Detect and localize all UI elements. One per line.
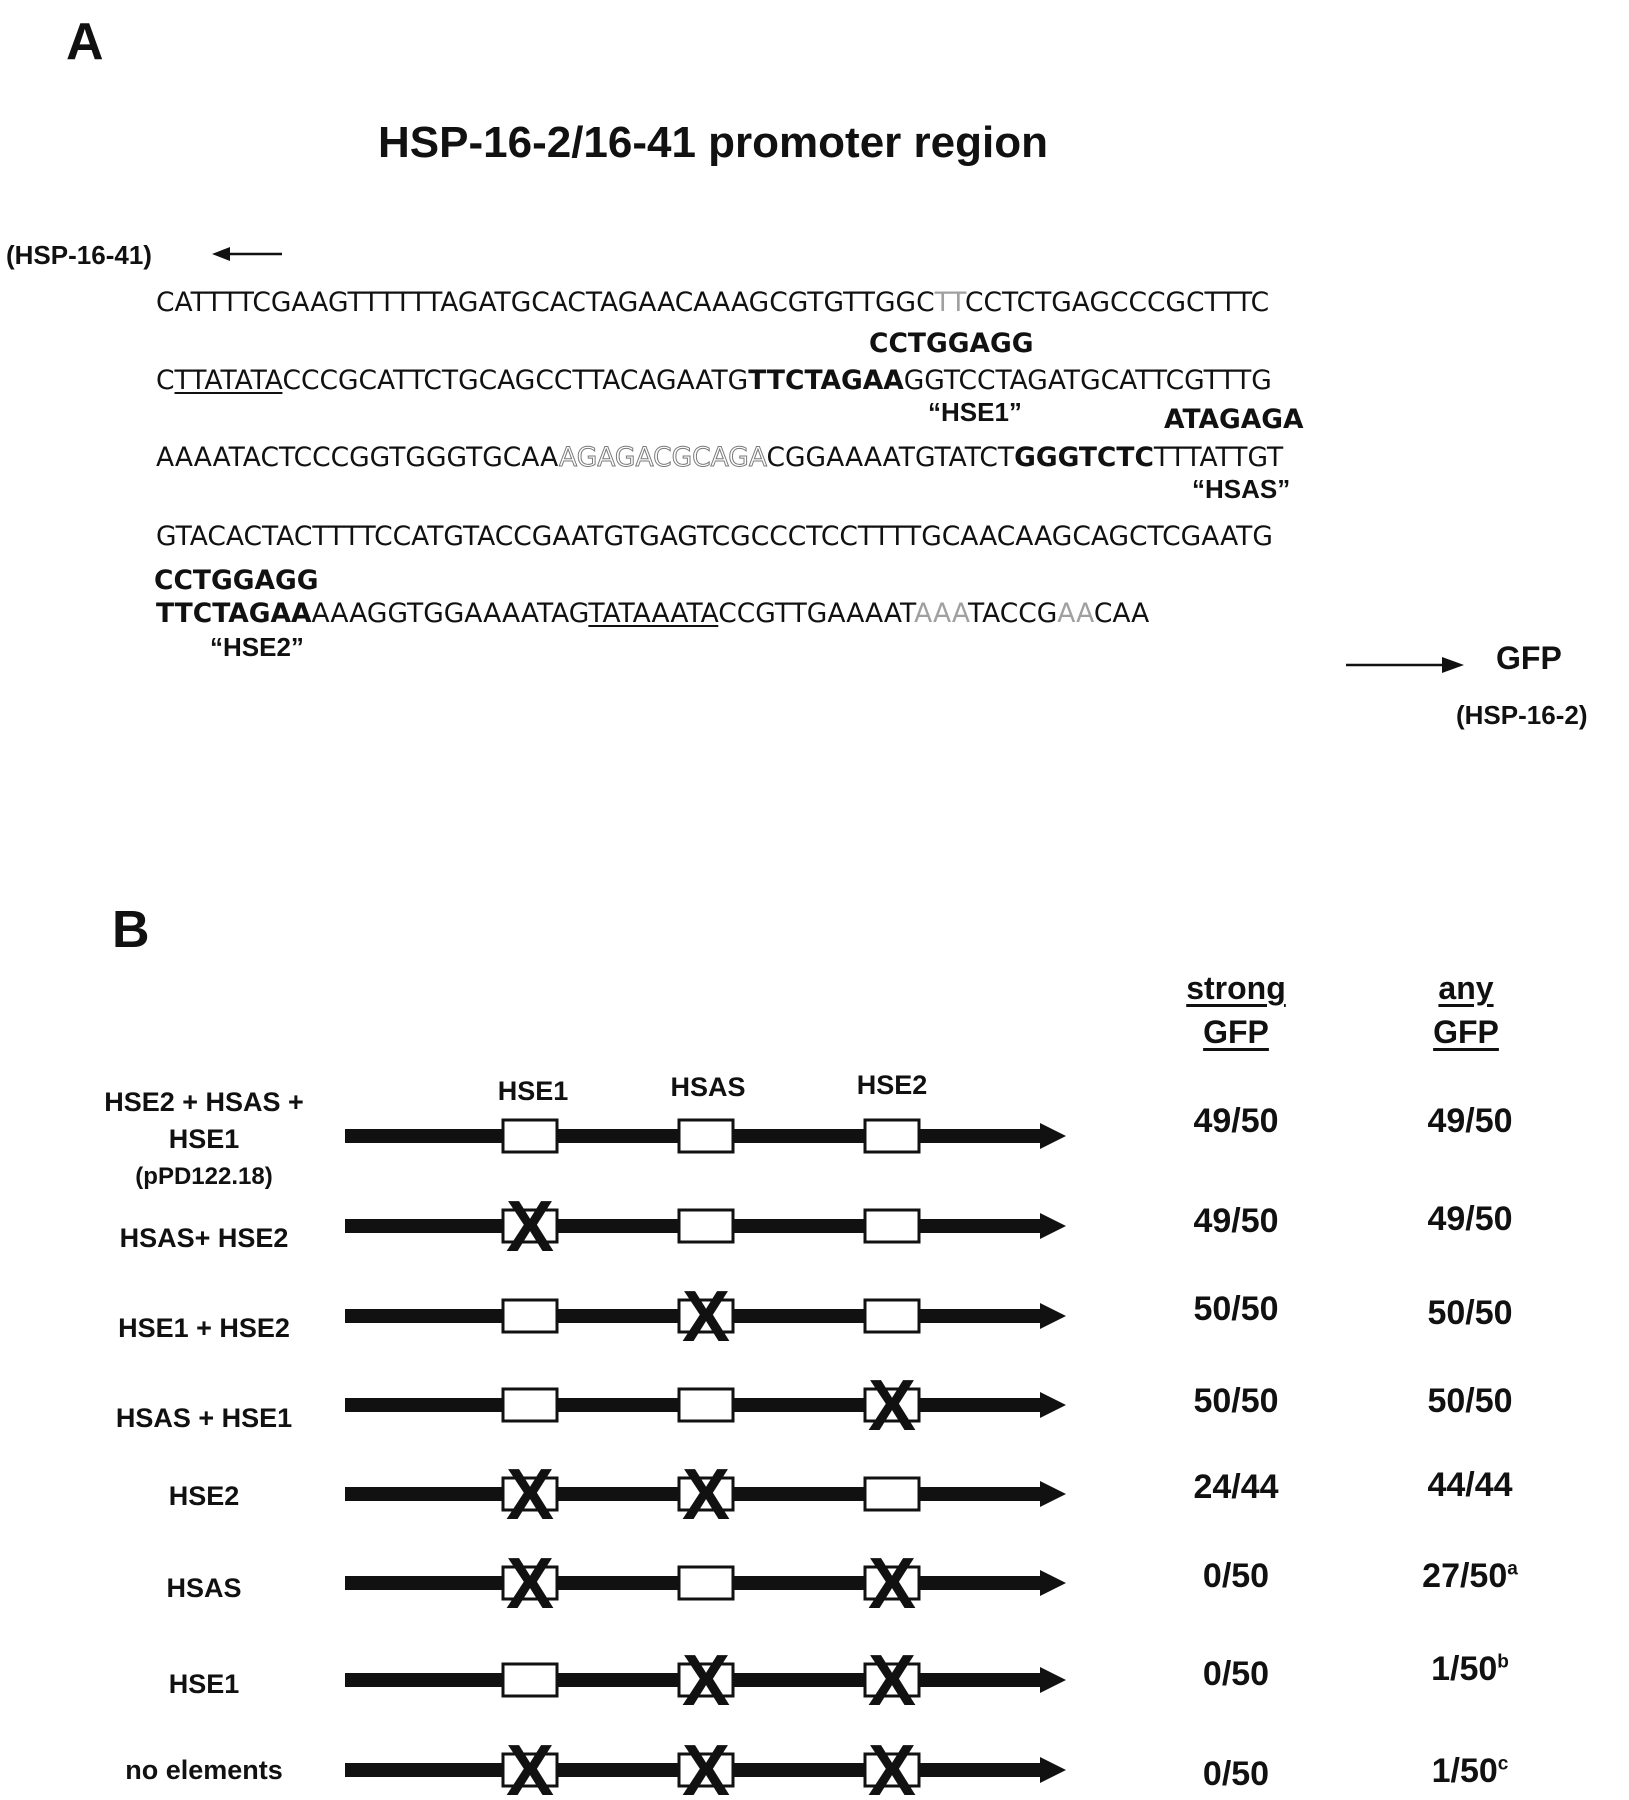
construct-label	[74, 1220, 334, 1257]
element-box-hse1	[503, 1187, 557, 1266]
element-box-hsas	[679, 1731, 733, 1800]
construct-label	[74, 1400, 334, 1437]
element-label-hse2: HSE2	[856, 1070, 928, 1100]
promoter-construct	[330, 1543, 1070, 1623]
any-gfp-value: 50/50	[1427, 1382, 1513, 1420]
any-gfp-value: 49/50	[1427, 1200, 1513, 1238]
element-box-hse2	[865, 1641, 919, 1720]
knockout-x-icon: X	[505, 1731, 555, 1800]
hse1-seq: TTCTAGAA	[748, 365, 904, 396]
strong-gfp-value: 50/50	[1193, 1290, 1279, 1328]
hse2-label: “HSE2”	[210, 632, 304, 662]
strong-gfp-value: 50/50	[1193, 1382, 1279, 1420]
strong-gfp-value: 0/50	[1202, 1755, 1270, 1793]
any-gfp-value: 1/50$^b$	[1431, 1650, 1509, 1688]
tata-box-1: TTATATA	[174, 365, 283, 396]
element-box-hse2	[865, 1478, 919, 1510]
element-box-hse2	[865, 1210, 919, 1242]
hse1-complement-seq: CCTGGAGG	[869, 328, 1034, 359]
sequence-line-1: CATTTTCGAAGTTTTTTAGATGCACTAGAACAAAGCGTGTTGGCTTCCTCTGAGCCCGCTTTC	[156, 287, 1270, 318]
outlined-seq: AGAGACGCAGA	[559, 442, 767, 473]
promoter-construct	[330, 1730, 1070, 1800]
panel-a-title: HSP-16-2/16-41 promoter region	[378, 118, 1048, 167]
knockout-x-icon: X	[681, 1731, 731, 1800]
construct-name: no elements	[125, 1755, 283, 1785]
hse2-complement-seq: CCTGGAGG	[154, 565, 319, 596]
element-box-hse2	[865, 1300, 919, 1332]
knockout-x-icon: X	[681, 1641, 731, 1720]
any-gfp-value: 27/50$^a$	[1422, 1557, 1518, 1595]
hsas-seq: GGGTCTC	[1014, 442, 1154, 473]
knockout-x-icon: X	[867, 1366, 917, 1445]
construct-label	[74, 1310, 334, 1347]
construct-label	[74, 1478, 334, 1515]
strong-gfp-value: 49/50	[1193, 1202, 1279, 1240]
sequence-line-5: TTCTAGAAAAAGGTGGAAAATAGTATAAATACCGTTGAAAATAAATACCGAACAA	[156, 598, 1150, 629]
gfp-label: GFP	[1496, 640, 1562, 676]
element-box-hse2	[865, 1731, 919, 1800]
strong-gfp-value: 24/44	[1193, 1468, 1279, 1506]
construct-name: HSAS+ HSE2	[119, 1223, 289, 1253]
element-box-hse1	[503, 1300, 557, 1332]
tata-box-2: TATAAATA	[588, 598, 719, 629]
element-box-hsas	[679, 1277, 733, 1356]
element-box-hse2	[865, 1366, 919, 1445]
panel-a-letter: A	[66, 13, 104, 71]
right-gene-label: (HSP-16-2)	[1456, 700, 1588, 730]
construct-label	[74, 1084, 334, 1195]
element-box-hse2	[865, 1120, 919, 1152]
construct-name: HSAS	[166, 1573, 242, 1603]
arrowhead-icon	[1040, 1303, 1066, 1329]
knockout-x-icon: X	[505, 1544, 555, 1623]
footnote-marker: b	[1497, 1651, 1509, 1673]
element-box-hse1	[503, 1120, 557, 1152]
element-box-hse1	[503, 1664, 557, 1696]
strong-gfp-value: 0/50	[1202, 1557, 1270, 1595]
construct-name: HSAS + HSE1	[115, 1403, 293, 1433]
element-box-hsas	[679, 1210, 733, 1242]
knockout-x-icon: X	[681, 1277, 731, 1356]
promoter-construct	[330, 1096, 1070, 1176]
any-gfp-value: 50/50	[1427, 1294, 1513, 1332]
promoter-construct	[330, 1186, 1070, 1266]
construct-name: HSE2 + HSAS + HSE1	[104, 1087, 304, 1154]
construct-name: HSE1	[168, 1669, 240, 1699]
hsas-label: “HSAS”	[1192, 474, 1291, 504]
promoter-construct	[330, 1640, 1070, 1720]
any-gfp-value: 49/50	[1427, 1102, 1513, 1140]
element-box-hsas	[679, 1455, 733, 1534]
left-gene-label: (HSP-16-41)	[6, 240, 152, 270]
arrowhead-icon	[1040, 1481, 1066, 1507]
hse1-label: “HSE1”	[928, 397, 1022, 427]
construct-label	[74, 1666, 334, 1703]
construct-name: HSE2	[168, 1481, 240, 1511]
element-label-hse1: HSE1	[497, 1076, 569, 1106]
element-box-hse1	[503, 1455, 557, 1534]
arrowhead-icon	[1040, 1123, 1066, 1149]
promoter-construct	[330, 1365, 1070, 1445]
element-box-hse1	[503, 1389, 557, 1421]
any-gfp-value: 44/44	[1427, 1466, 1513, 1504]
footnote-marker: c	[1497, 1753, 1509, 1775]
construct-name: HSE1 + HSE2	[118, 1313, 290, 1343]
hsas-complement-seq: ATAGAGA	[1164, 404, 1304, 435]
knockout-x-icon: X	[505, 1455, 555, 1534]
element-box-hsas	[679, 1389, 733, 1421]
arrowhead-icon	[1040, 1213, 1066, 1239]
sequence-line-3: AAAATACTCCCGGTGGGTGCAAAGAGACGCAGACGGAAAATGTATCTGGGTCTCTTTATTGT	[156, 442, 1284, 473]
arrowhead-icon	[1040, 1667, 1066, 1693]
strong-gfp-value: 49/50	[1193, 1102, 1279, 1140]
element-label-hsas: HSAS	[670, 1072, 746, 1102]
strong-gfp-header: strong GFP	[1186, 970, 1286, 1050]
right-arrow-icon	[1344, 653, 1466, 677]
sequence-line-4: GTACACTACTTTTCCATGTACCGAATGTGAGTCGCCCTCCTTTTGCAACAAGCAGCTCGAATG	[156, 521, 1273, 552]
element-box-hse1	[503, 1544, 557, 1623]
footnote-marker: a	[1507, 1558, 1518, 1580]
element-box-hsas	[679, 1641, 733, 1720]
any-gfp-value: 1/50$^c$	[1431, 1752, 1509, 1790]
knockout-x-icon: X	[867, 1544, 917, 1623]
panel-b-letter: B	[112, 901, 150, 959]
arrowhead-icon	[1040, 1392, 1066, 1418]
left-arrow-icon	[212, 244, 286, 264]
element-box-hse2	[865, 1544, 919, 1623]
construct-label	[74, 1752, 334, 1789]
arrowhead-icon	[1040, 1757, 1066, 1783]
promoter-construct	[330, 1454, 1070, 1534]
element-box-hse1	[503, 1731, 557, 1800]
sequence-line-2: CTTATATACCCGCATTCTGCAGCCTTACAGAATGTTCTAGAAGGTCCTAGATGCATTCGTTTG	[156, 365, 1272, 396]
knockout-x-icon: X	[505, 1187, 555, 1266]
any-gfp-header: any GFP	[1433, 970, 1499, 1050]
hse2-seq: TTCTAGAA	[156, 598, 312, 629]
construct-plasmid: (pPD122.18)	[135, 1163, 273, 1190]
strong-gfp-value: 0/50	[1202, 1655, 1270, 1693]
element-box-hsas	[679, 1567, 733, 1599]
knockout-x-icon: X	[867, 1731, 917, 1800]
arrowhead-icon	[1040, 1570, 1066, 1596]
knockout-x-icon: X	[867, 1641, 917, 1720]
construct-label	[74, 1570, 334, 1607]
element-box-hsas	[679, 1120, 733, 1152]
knockout-x-icon: X	[681, 1455, 731, 1534]
promoter-construct	[330, 1276, 1070, 1356]
